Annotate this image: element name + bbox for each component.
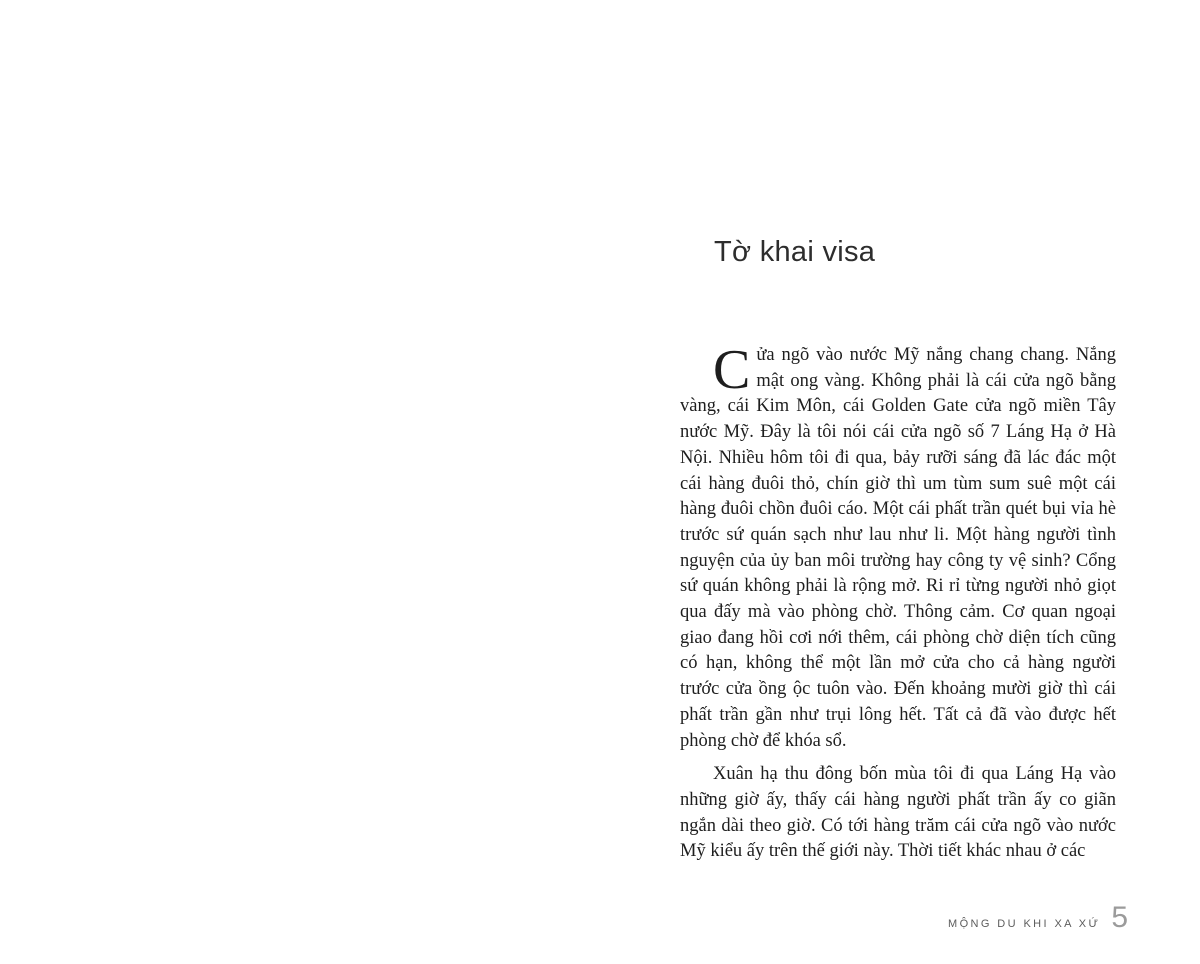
paragraph-second-text: Xuân hạ thu đông bốn mùa tôi đi qua Láng Hạ vào những giờ ấy, thấy cái hàng người phất trần ấy co giãn ngắn dài theo giờ. Có tới hàng trăm cái cửa ngõ vào nước Mỹ kiểu ấy trên thế giới này. Thời tiết khác nhau ở các	[680, 764, 1116, 862]
paragraph-second	[680, 762, 1116, 865]
running-title: MỘNG DU KHI XA XỨ	[948, 918, 1101, 930]
body-text-column	[680, 339, 1116, 865]
drop-cap: C	[713, 339, 751, 401]
chapter-title: Tờ khai visa	[714, 236, 876, 268]
paragraph-opening	[680, 339, 1116, 754]
page-number: 5	[1111, 901, 1128, 934]
paragraph-opening-text: ửa ngõ vào nước Mỹ nắng chang chang. Nắng mật ong vàng. Không phải là cái cửa ngõ bằng vàng, cái Kim Môn, cái Golden Gate cửa ngõ miền Tây nước Mỹ. Đây là tôi nói cái cửa ngõ số 7 Láng Hạ ở Hà Nội. Nhiều hôm tôi đi qua, bảy rưỡi sáng đã lác đác một cái hàng đuôi thỏ, chín giờ thì um tùm sum suê một cái hàng đuôi chồn đuôi cáo. Một cái phất trần quét bụi vỉa hè trước sứ quán sạch như lau như li. Một hàng người tình nguyện của ủy ban môi trường hay công ty vệ sinh? Cổng sứ quán không phải là rộng mở. Ri rỉ từng người nhỏ giọt qua đấy mà vào phòng chờ. Thông cảm. Cơ quan ngoại giao đang hồi cơi nới thêm, cái phòng chờ diện tích cũng có hạn, không thể một lần mở cửa cho cả hàng người trước cửa ồng ộc tuôn vào. Đến khoảng mười giờ thì cái phất trần gần như trụi lông hết. Tất cả đã vào được hết phòng chờ để khóa sổ.	[680, 345, 1116, 751]
running-footer	[948, 901, 1128, 935]
